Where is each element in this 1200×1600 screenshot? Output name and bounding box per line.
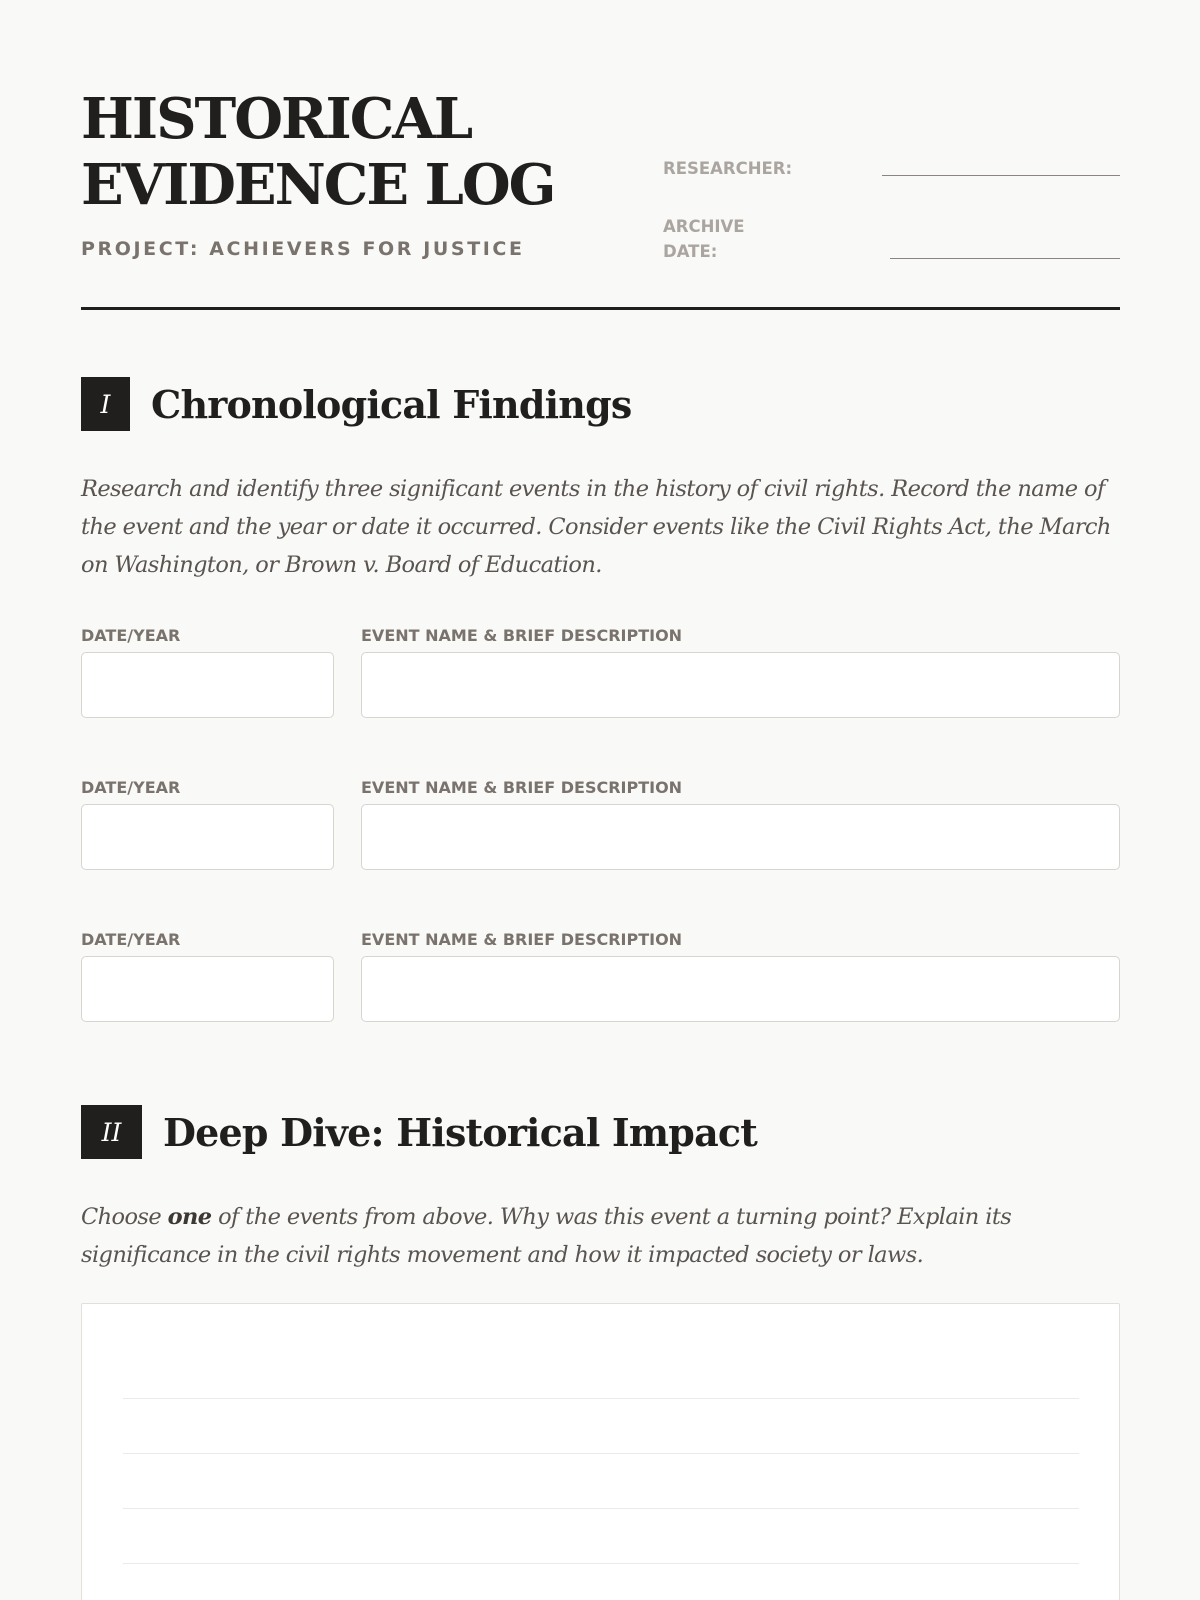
archive-date-input-line[interactable]	[890, 258, 1120, 259]
section-2-heading	[81, 1105, 757, 1159]
section-2-instructions	[81, 1198, 1120, 1274]
researcher-field	[663, 156, 1120, 186]
event-description-label: EVENT NAME & BRIEF DESCRIPTION	[361, 930, 683, 949]
section-1-instructions: Research and identify three significant events in the history of civil rights. Record the name of the event and the year or date it occurred. Consider events like the Civil Rights Act, the March on Washington, or Brown v. Board of Education.	[81, 476, 1111, 578]
event-row-2	[81, 778, 1120, 868]
date-year-input[interactable]	[81, 956, 334, 1022]
document-header	[81, 86, 1120, 310]
event-row-1	[81, 626, 1120, 716]
project-name: PROJECT: ACHIEVERS FOR JUSTICE	[81, 238, 525, 260]
date-year-label: DATE/YEAR	[81, 930, 181, 949]
section-2-instructions-end: of the events from above. Why was this event a turning point? Explain its significance in the civil rights movement and how it impacted society or laws.	[81, 1204, 1012, 1268]
event-description-input[interactable]	[361, 956, 1120, 1022]
section-1-title: Chronological Findings	[151, 381, 632, 427]
event-description-input[interactable]	[361, 804, 1120, 870]
section-1-heading	[81, 377, 631, 431]
researcher-label: RESEARCHER:	[663, 159, 793, 178]
section-2-instructions-start: Choose	[81, 1204, 168, 1230]
document-title-line-1: HISTORICAL	[81, 86, 472, 152]
date-year-input[interactable]	[81, 804, 334, 870]
researcher-input-line[interactable]	[882, 175, 1120, 176]
document-title-line-2: EVIDENCE LOG	[81, 152, 555, 218]
archive-date-field	[663, 214, 1120, 268]
worksheet-page	[81, 0, 1120, 1600]
event-description-input[interactable]	[361, 652, 1120, 718]
section-2-instructions-emphasis: one	[167, 1204, 212, 1230]
event-row-3	[81, 930, 1120, 1020]
writing-line	[123, 1398, 1079, 1399]
writing-line	[123, 1508, 1079, 1509]
section-2-numeral: II	[81, 1105, 142, 1159]
writing-line	[123, 1453, 1079, 1454]
impact-essay-textarea[interactable]	[81, 1303, 1120, 1600]
header-divider	[81, 307, 1120, 310]
event-description-label: EVENT NAME & BRIEF DESCRIPTION	[361, 778, 683, 797]
date-year-label: DATE/YEAR	[81, 778, 181, 797]
section-2-title: Deep Dive: Historical Impact	[163, 1109, 757, 1155]
archive-date-label-line-1: ARCHIVE	[663, 217, 745, 236]
section-1-numeral: I	[81, 377, 130, 431]
document-title	[81, 86, 641, 218]
date-year-label: DATE/YEAR	[81, 626, 181, 645]
date-year-input[interactable]	[81, 652, 334, 718]
archive-date-label	[663, 214, 773, 264]
archive-date-label-line-2: DATE:	[663, 242, 718, 261]
event-description-label: EVENT NAME & BRIEF DESCRIPTION	[361, 626, 683, 645]
writing-line	[123, 1563, 1079, 1564]
